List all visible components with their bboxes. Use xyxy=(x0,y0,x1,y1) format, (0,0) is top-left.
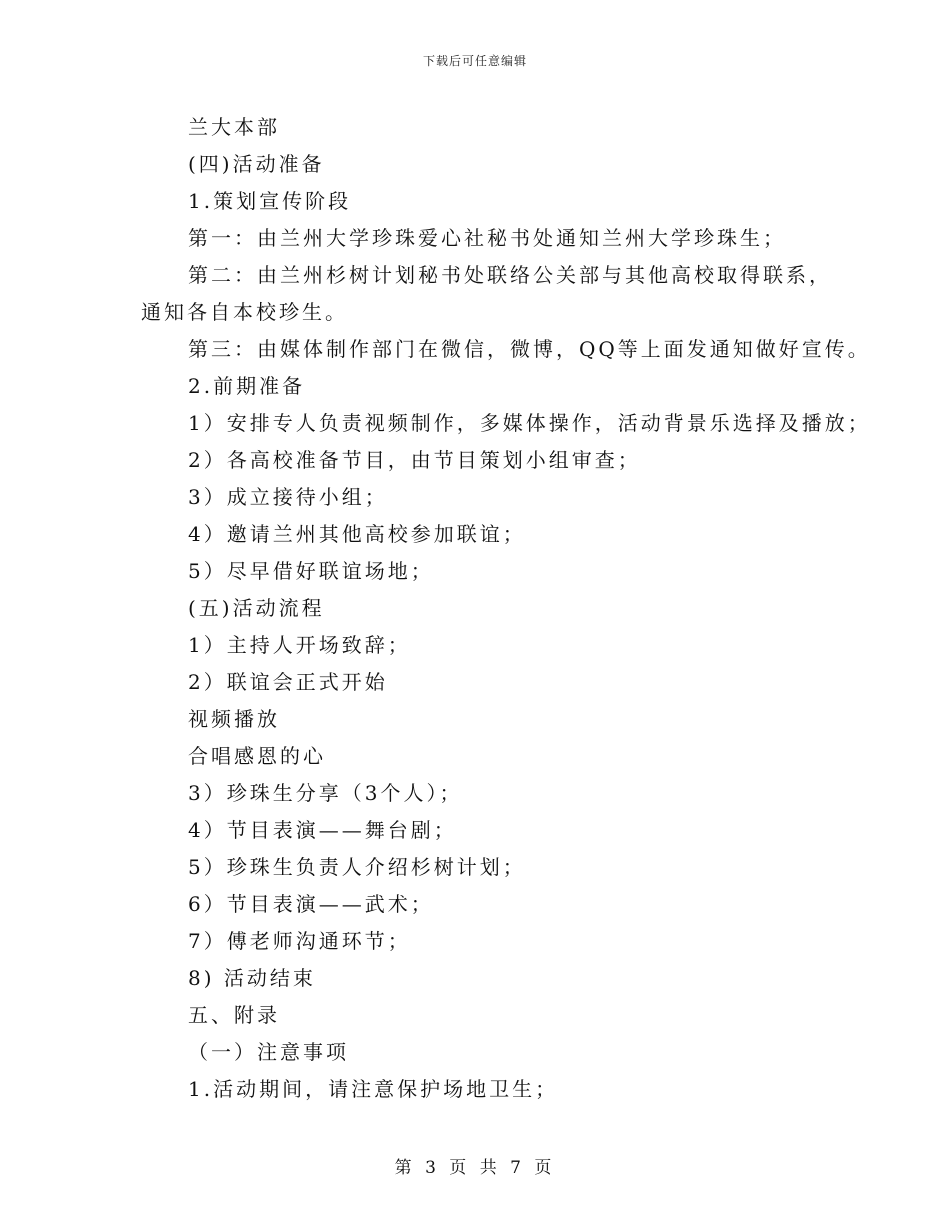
list-item: 4）邀请兰州其他高校参加联谊； xyxy=(188,522,526,546)
section-heading: 五、附录 xyxy=(188,1003,280,1027)
text-line: 第一：由兰州大学珍珠爱心社秘书处通知兰州大学珍珠生； xyxy=(188,226,786,250)
text-line: 合唱感恩的心 xyxy=(188,744,326,768)
list-item: 6）节目表演——武术； xyxy=(188,892,434,916)
subsection-heading: 1.策划宣传阶段 xyxy=(188,189,352,213)
section-heading: (五)活动流程 xyxy=(188,596,325,620)
text-line: 视频播放 xyxy=(188,707,280,731)
list-item: 2）各高校准备节目，由节目策划小组审查； xyxy=(188,448,641,472)
list-item: 1）主持人开场致辞； xyxy=(188,633,411,657)
text-line: 第三：由媒体制作部门在微信，微博，QQ等上面发通知做好宣传。 xyxy=(188,337,871,361)
subsection-heading: （一）注意事项 xyxy=(188,1040,349,1064)
page-footer: 第 3 页 共 7 页 xyxy=(394,1158,556,1178)
document-body xyxy=(0,109,950,1108)
list-item: 2）联谊会正式开始 xyxy=(188,670,388,694)
list-item: 3）成立接待小组； xyxy=(188,485,388,509)
list-item: 8) 活动结束 xyxy=(188,966,316,990)
subsection-heading: 2.前期准备 xyxy=(188,374,306,398)
text-line-continuation: 通知各自本校珍生。 xyxy=(141,300,348,324)
page-header: 下载后可任意编辑 xyxy=(422,54,527,68)
list-item: 1）安排专人负责视频制作，多媒体操作，活动背景乐选择及播放； xyxy=(188,411,871,435)
list-item: 7）傅老师沟通环节； xyxy=(188,929,411,953)
list-item: 4）节目表演——舞台剧； xyxy=(188,818,457,842)
list-item: 5）尽早借好联谊场地； xyxy=(188,559,434,583)
text-line: 第二：由兰州杉树计划秘书处联络公关部与其他高校取得联系， xyxy=(188,263,832,287)
list-item: 5）珍珠生负责人介绍杉树计划； xyxy=(188,855,526,879)
section-heading: (四)活动准备 xyxy=(188,152,325,176)
text-line: 兰大本部 xyxy=(188,115,280,139)
list-item: 3）珍珠生分享（3个人）； xyxy=(188,781,463,805)
text-line: 1.活动期间，请注意保护场地卫生； xyxy=(188,1077,559,1101)
